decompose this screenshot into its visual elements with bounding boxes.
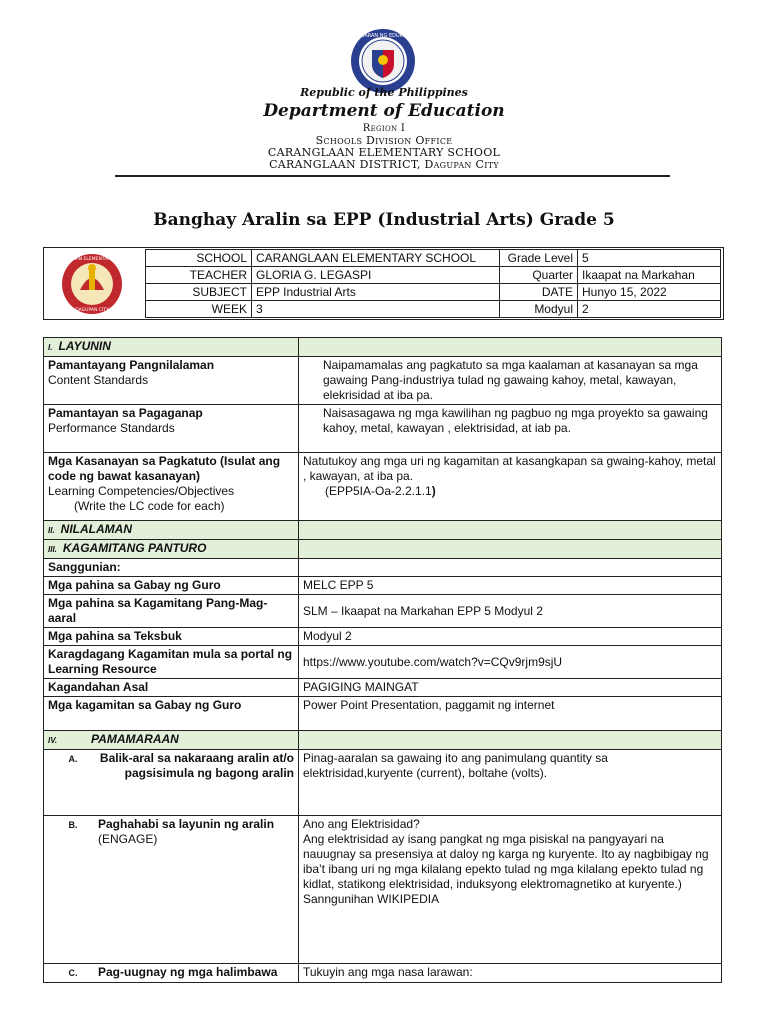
deped-seal-logo xyxy=(346,28,420,94)
teacher-value: GLORIA G. LEGASPI xyxy=(252,267,500,284)
section-empty-cell xyxy=(299,540,722,559)
school-seal-logo xyxy=(50,252,134,316)
section-empty-cell xyxy=(299,731,722,750)
subject-label: SUBJECT xyxy=(146,284,252,301)
teacher-guide-pages-label: Mga pahina sa Gabay ng Guro xyxy=(44,577,299,595)
table-row xyxy=(44,559,722,577)
performance-standards-label: Pamantayan sa Pagaganap xyxy=(48,406,203,420)
week-label: WEEK xyxy=(146,301,252,318)
info-row xyxy=(146,284,721,301)
seal-text: KAGAWARAN NG EDUKASYON xyxy=(346,33,420,39)
section-title: NILALAMAN xyxy=(60,522,132,536)
sanggunian-label: Sanggunian: xyxy=(44,559,299,577)
section-number: III. xyxy=(48,545,57,554)
school-info-table xyxy=(145,249,721,318)
modyul-value: 2 xyxy=(578,301,721,318)
step-a-cell xyxy=(44,750,299,816)
quarter-label: Quarter xyxy=(500,267,578,284)
row-label-cell xyxy=(44,357,299,405)
learning-resource-link[interactable]: https://www.youtube.com/watch?v=CQv9rjm9sjU xyxy=(299,646,722,679)
step-letter: B. xyxy=(68,820,78,830)
step-b-label: Paghahabi sa layunin ng aralin xyxy=(98,817,275,831)
table-row xyxy=(44,595,722,628)
table-row xyxy=(44,679,722,697)
grade-value: 5 xyxy=(578,250,721,267)
step-b-value-cell xyxy=(299,816,722,964)
materials-value: Power Point Presentation, paggamit ng internet xyxy=(299,697,722,731)
date-label: DATE xyxy=(500,284,578,301)
performance-standards-value: Naisasagawa ng mga kawilihan ng pagbuo ng mga proyekto sa gawaing kahoy, metal, kawayan , elektrisidad, at iab pa. xyxy=(299,405,722,453)
competency-code-close: ) xyxy=(431,484,436,498)
info-row xyxy=(146,250,721,267)
section-row-layunin xyxy=(44,338,722,357)
table-row xyxy=(44,577,722,595)
info-row xyxy=(146,267,721,284)
values-label: Kagandahan Asal xyxy=(44,679,299,697)
content-standards-label: Pamantayang Pangnilalaman xyxy=(48,358,215,372)
table-row xyxy=(44,628,722,646)
section-heading xyxy=(44,731,299,750)
table-row xyxy=(44,816,722,964)
table-row xyxy=(44,750,722,816)
step-c-cell xyxy=(44,964,299,983)
step-b-question: Ano ang Elektrisidad? xyxy=(303,817,420,831)
info-row xyxy=(146,301,721,318)
textbook-pages-label: Mga pahina sa Teksbuk xyxy=(44,628,299,646)
row-label-cell xyxy=(44,405,299,453)
step-b-cell xyxy=(44,816,299,964)
quarter-value: Ikaapat na Markahan xyxy=(578,267,721,284)
section-empty-cell xyxy=(299,338,722,357)
region-line: Region I xyxy=(362,123,406,134)
competency-code: (EPP5IA-Oa-2.2.1.1 xyxy=(325,484,432,498)
section-title: KAGAMITANG PANTURO xyxy=(62,541,207,555)
section-row-nilalaman xyxy=(44,521,722,540)
section-row-pamamaraan xyxy=(44,731,722,750)
step-b-source: Sanngunihan WIKIPEDIA xyxy=(303,892,440,906)
competencies-value: Natutukoy ang mga uri ng kagamitan at kasangkapan sa gwaing-kahoy, metal , kawayan, at iba pa. xyxy=(303,454,716,483)
content-standards-value: Naipamamalas ang pagkatuto sa mga kaalaman at kasanayan sa mga gawaing Pang-industriya tulad ng gawaing kahoy, metal, kawayan, elekrisidad at iba pa. xyxy=(299,357,722,405)
division-line: Schools Division Office xyxy=(315,134,453,147)
learning-resource-label: Karagdagang Kagamitan mula sa portal ng Learning Resource xyxy=(44,646,299,679)
district-line: CARANGLAAN DISTRICT, Dagupan City xyxy=(269,158,499,171)
school-seal-bottom-text: DAGUPAN CITY xyxy=(75,308,109,313)
section-title: LAYUNIN xyxy=(58,339,111,353)
values-value: PAGIGING MAINGAT xyxy=(299,679,722,697)
subject-value: EPP Industrial Arts xyxy=(252,284,500,301)
table-row xyxy=(44,405,722,453)
step-letter: C. xyxy=(68,968,78,978)
row-label-cell xyxy=(44,453,299,521)
school-value: CARANGLAAN ELEMENTARY SCHOOL xyxy=(252,250,500,267)
step-b-sub: (ENGAGE) xyxy=(98,832,158,846)
step-b-value: Ang elektrisidad ay isang pangkat ng mga pisiskal na pangyayari na nauugnay sa presensiya at daloy ng karga ng kuryente. Ito ay nagbibigay ng iba’t ibang uri ng mga kilalang epekto tulad ng mga kilalang epekto tulad ng kidlat, statikong elektrisidad, induksyong elektromagnetiko at kuryente.) xyxy=(303,832,709,891)
school-label: SCHOOL xyxy=(146,250,252,267)
competencies-sub: Learning Competencies/Objectives xyxy=(48,484,235,498)
textbook-pages-value: Modyul 2 xyxy=(299,628,722,646)
section-heading xyxy=(44,521,299,540)
school-seal-ring-text: CARANGLAAN ELEMENTARY SCHOOL xyxy=(50,257,134,262)
step-c-value: Tukuyin ang mga nasa larawan: xyxy=(299,964,722,983)
table-row xyxy=(44,964,722,983)
section-title: PAMAMARAAN xyxy=(91,732,179,746)
teacher-guide-pages-value: MELC EPP 5 xyxy=(299,577,722,595)
section-row-kagamitan xyxy=(44,540,722,559)
date-value: Hunyo 15, 2022 xyxy=(578,284,721,301)
republic-line: Republic of the Philippines xyxy=(300,86,468,99)
header-divider xyxy=(115,175,670,177)
table-row xyxy=(44,697,722,731)
teacher-label: TEACHER xyxy=(146,267,252,284)
step-a-label: Balik-aral sa nakaraang aralin at/o pagsisimula ng bagong aralin xyxy=(99,751,294,780)
competencies-sub2: (Write the LC code for each) xyxy=(74,499,225,513)
section-number: I. xyxy=(48,343,53,352)
section-number: IV. xyxy=(48,736,58,745)
competencies-value-cell xyxy=(299,453,722,521)
materials-label: Mga kagamitan sa Gabay ng Guro xyxy=(44,697,299,731)
step-letter: A. xyxy=(68,754,78,764)
table-row xyxy=(44,357,722,405)
week-value: 3 xyxy=(252,301,500,318)
learner-pages-value: SLM – Ikaapat na Markahan EPP 5 Modyul 2 xyxy=(299,595,722,628)
lesson-plan-table xyxy=(43,337,722,983)
step-c-label: Pag-uugnay ng mga halimbawa xyxy=(98,965,278,979)
empty-cell xyxy=(299,559,722,577)
department-name: Department of Education xyxy=(263,101,505,121)
competencies-label: Mga Kasanayan sa Pagkatuto (Isulat ang code ng bawat kasanayan) xyxy=(48,454,281,483)
learner-pages-label: Mga pahina sa Kagamitang Pang-Mag-aaral xyxy=(44,595,299,628)
school-line: CARANGLAAN ELEMENTARY SCHOOL xyxy=(267,146,501,159)
modyul-label: Modyul xyxy=(500,301,578,318)
section-heading xyxy=(44,540,299,559)
grade-label: Grade Level xyxy=(500,250,578,267)
section-number: II. xyxy=(48,526,55,535)
table-row xyxy=(44,646,722,679)
document-title: Banghay Aralin sa EPP (Industrial Arts) Grade 5 xyxy=(153,210,615,230)
content-standards-sub: Content Standards xyxy=(48,373,149,387)
table-row xyxy=(44,453,722,521)
section-heading xyxy=(44,338,299,357)
performance-standards-sub: Performance Standards xyxy=(48,421,175,435)
step-a-value: Pinag-aaralan sa gawaing ito ang panimulang quantity sa elektrisidad,kuryente (current), boltahe (volts). xyxy=(299,750,722,816)
section-empty-cell xyxy=(299,521,722,540)
